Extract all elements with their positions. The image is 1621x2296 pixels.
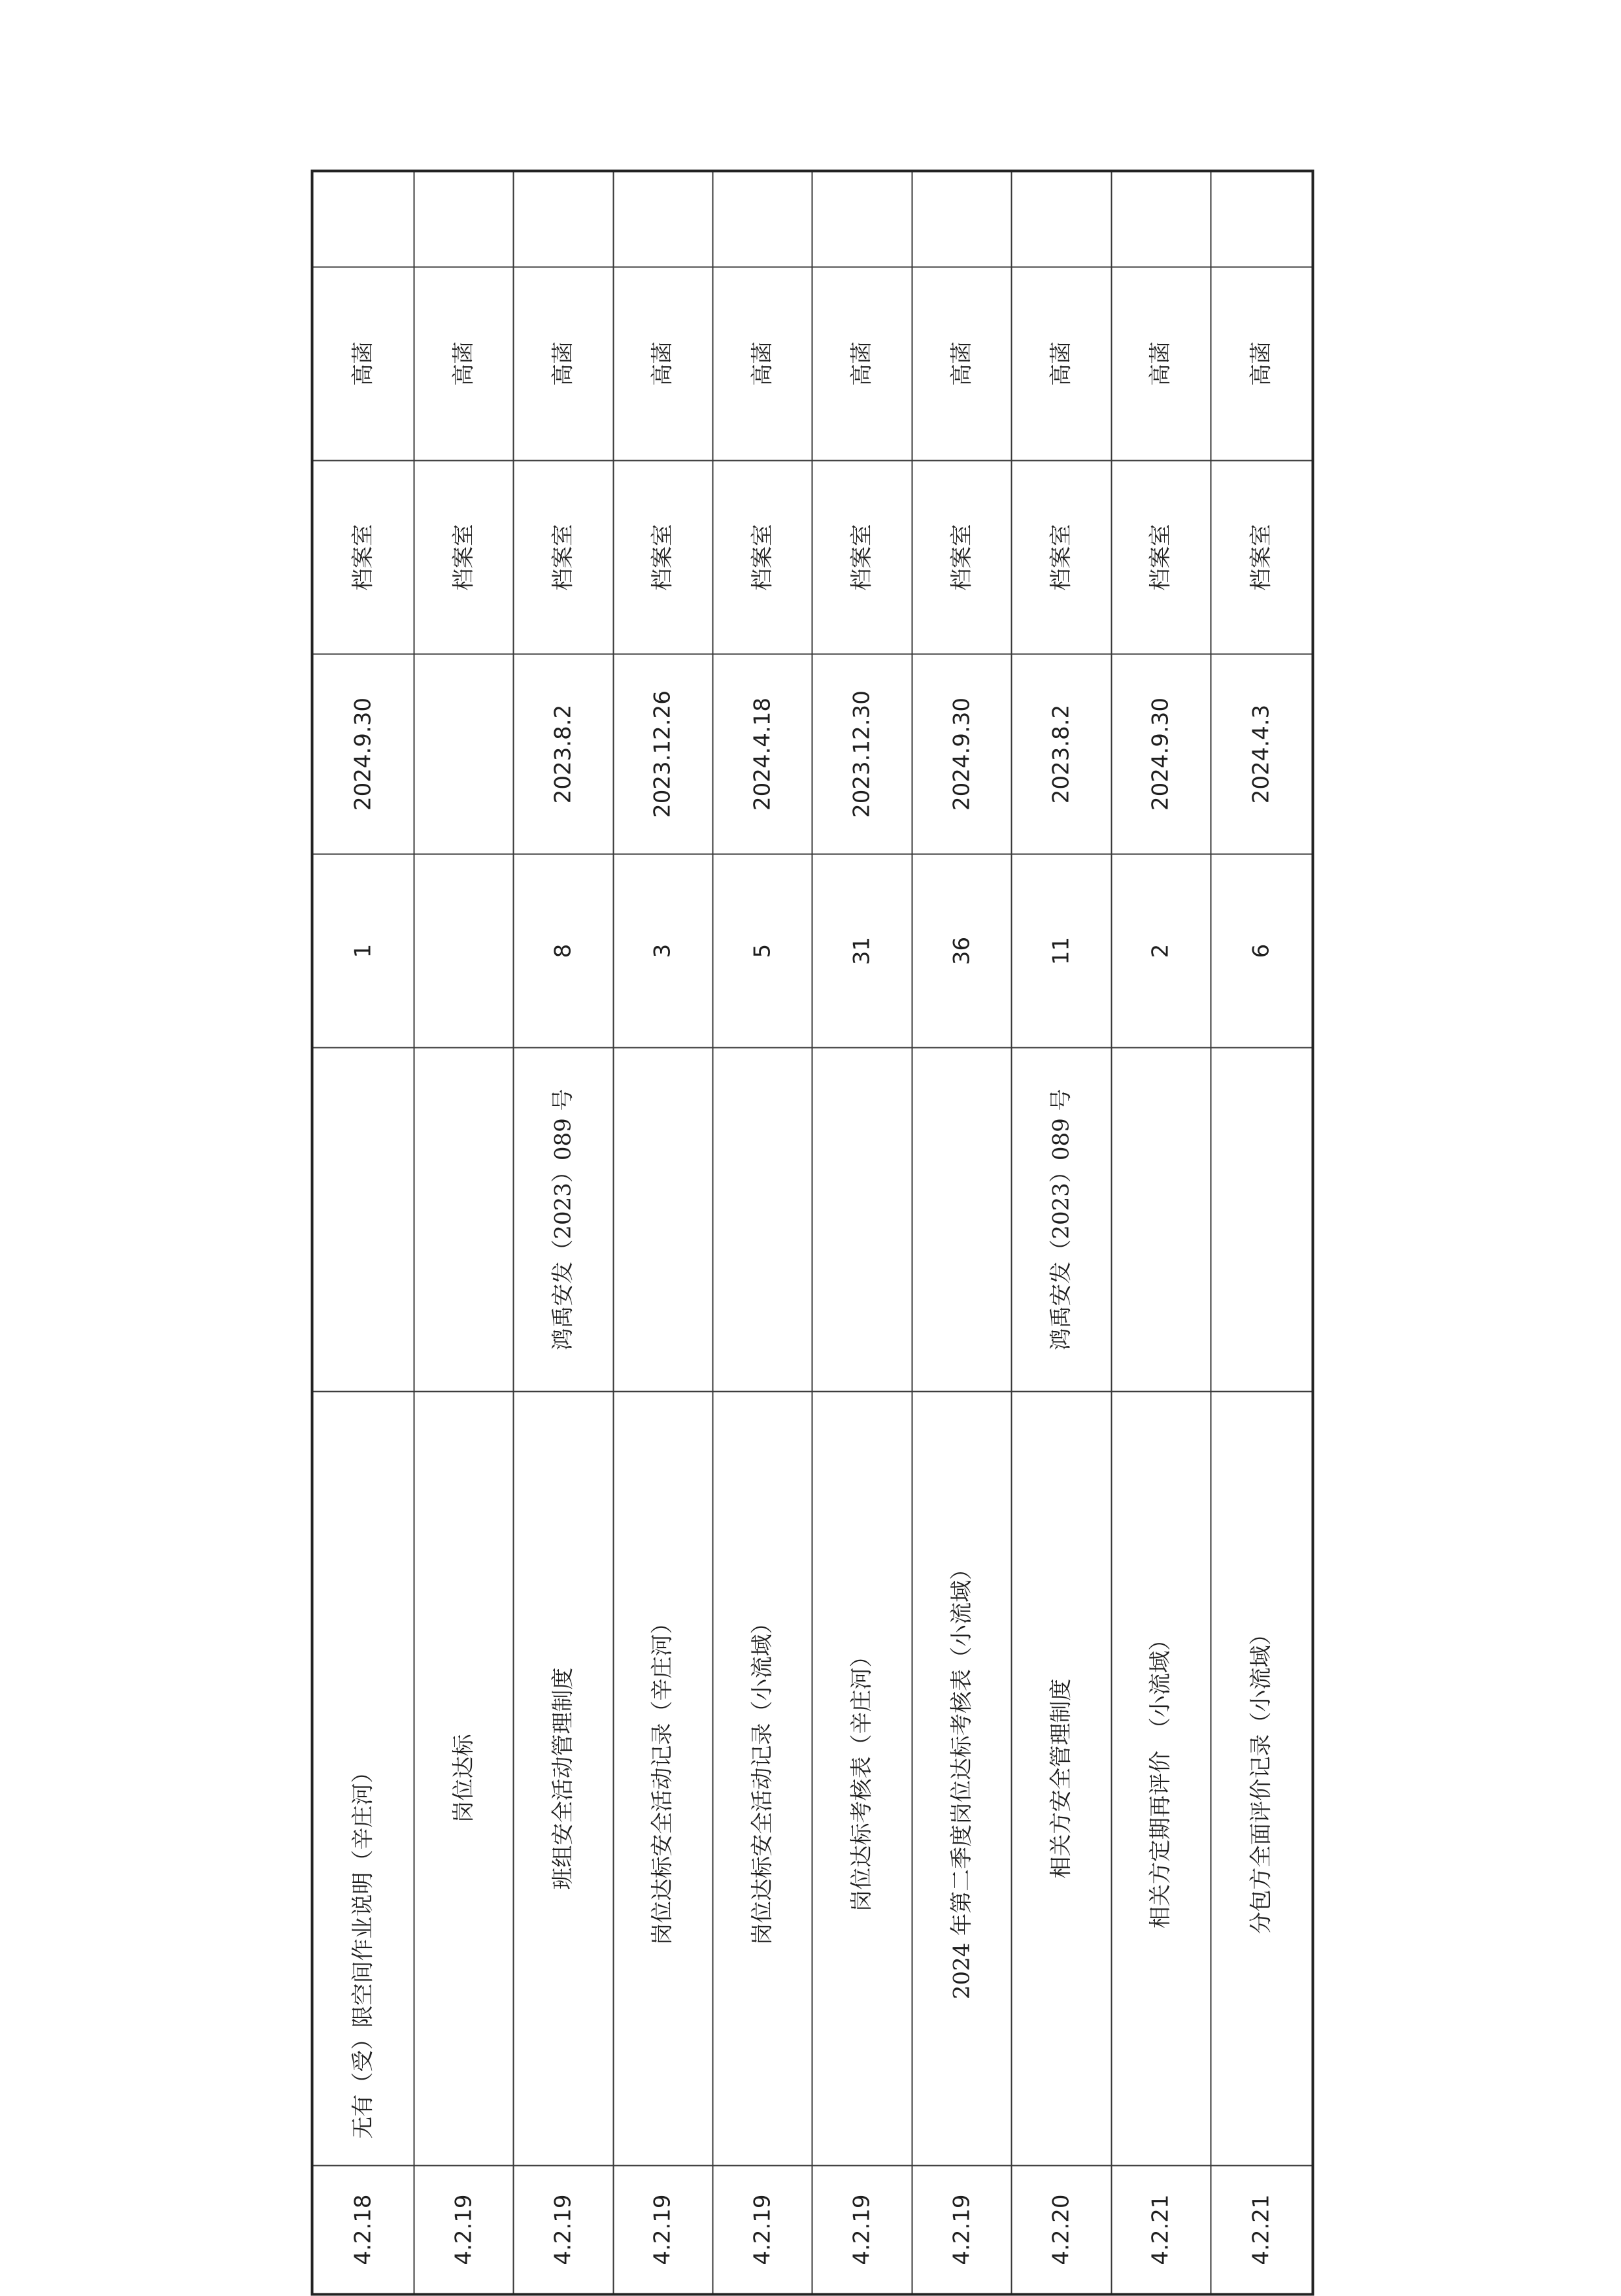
keeper-cell: 高菡	[414, 267, 513, 461]
document-number-cell	[414, 1048, 513, 1392]
table-row	[1211, 171, 1312, 2295]
keeper-cell: 高菡	[812, 267, 912, 461]
storage-location-cell: 档案室	[613, 461, 712, 654]
document-title-cell: 2024 年第二季度岗位达标考核表（小流域）	[912, 1392, 1011, 2166]
keeper-cell: 高菡	[713, 267, 812, 461]
clause-cell: 4.2.19	[912, 2166, 1011, 2295]
clause-cell: 4.2.18	[312, 2166, 414, 2295]
document-title-cell: 相关方定期再评价 （小流域）	[1111, 1392, 1211, 2166]
storage-location-cell: 档案室	[713, 461, 812, 654]
storage-location-cell: 档案室	[1012, 461, 1111, 654]
date-cell: 2024.4.18	[713, 654, 812, 854]
document-title-cell: 岗位达标安全活动记录（辛庄河）	[613, 1392, 712, 2166]
storage-location-cell: 档案室	[1211, 461, 1312, 654]
clause-cell: 4.2.20	[1012, 2166, 1111, 2295]
table-row	[812, 171, 912, 2295]
clause-cell: 4.2.21	[1111, 2166, 1211, 2295]
remark-cell	[713, 171, 812, 267]
remark-cell	[1012, 171, 1111, 267]
document-number-cell	[1111, 1048, 1211, 1392]
storage-location-cell: 档案室	[414, 461, 513, 654]
document-title-cell: 岗位达标	[414, 1392, 513, 2166]
remark-cell	[1211, 171, 1312, 267]
table-row	[414, 171, 513, 2295]
table-row	[613, 171, 712, 2295]
document-title-cell: 班组安全活动管理制度	[514, 1392, 613, 2166]
archive-record-table	[311, 170, 1314, 2296]
keeper-cell: 高菡	[912, 267, 1011, 461]
storage-location-cell: 档案室	[812, 461, 912, 654]
page-count-cell: 8	[514, 854, 613, 1048]
keeper-cell: 高菡	[1211, 267, 1312, 461]
storage-location-cell: 档案室	[514, 461, 613, 654]
rotated-page-content	[311, 328, 1314, 2296]
remark-cell	[414, 171, 513, 267]
clause-cell: 4.2.19	[514, 2166, 613, 2295]
page-count-cell: 5	[713, 854, 812, 1048]
keeper-cell: 高菡	[613, 267, 712, 461]
clause-cell: 4.2.21	[1211, 2166, 1312, 2295]
document-number-cell: 鸿禹安发（2023）089 号	[1012, 1048, 1111, 1392]
date-cell: 2024.4.3	[1211, 654, 1312, 854]
clause-cell: 4.2.19	[713, 2166, 812, 2295]
remark-cell	[1111, 171, 1211, 267]
document-number-cell: 鸿禹安发（2023）089 号	[514, 1048, 613, 1392]
date-cell	[414, 654, 513, 854]
remark-cell	[613, 171, 712, 267]
clause-cell: 4.2.19	[812, 2166, 912, 2295]
document-title-cell: 相关方安全管理制度	[1012, 1392, 1111, 2166]
document-title-cell: 分包方全面评价记录（小流域）	[1211, 1392, 1312, 2166]
document-number-cell	[312, 1048, 414, 1392]
clause-cell: 4.2.19	[414, 2166, 513, 2295]
document-number-cell	[713, 1048, 812, 1392]
table-row	[1111, 171, 1211, 2295]
table-row	[514, 171, 613, 2295]
storage-location-cell: 档案室	[312, 461, 414, 654]
page-count-cell: 11	[1012, 854, 1111, 1048]
page-count-cell: 1	[312, 854, 414, 1048]
storage-location-cell: 档案室	[912, 461, 1011, 654]
remark-cell	[812, 171, 912, 267]
page-count-cell: 31	[812, 854, 912, 1048]
remark-cell	[312, 171, 414, 267]
date-cell: 2024.9.30	[1111, 654, 1211, 854]
keeper-cell: 高菡	[1111, 267, 1211, 461]
page-count-cell: 3	[613, 854, 712, 1048]
table-row	[1012, 171, 1111, 2295]
keeper-cell: 高菡	[514, 267, 613, 461]
date-cell: 2023.8.2	[1012, 654, 1111, 854]
remark-cell	[912, 171, 1011, 267]
document-title-cell: 岗位达标安全活动记录（小流域）	[713, 1392, 812, 2166]
storage-location-cell: 档案室	[1111, 461, 1211, 654]
table-row	[713, 171, 812, 2295]
keeper-cell: 高菡	[1012, 267, 1111, 461]
table-row	[912, 171, 1011, 2295]
date-cell: 2023.12.30	[812, 654, 912, 854]
document-number-cell	[613, 1048, 712, 1392]
page-count-cell: 2	[1111, 854, 1211, 1048]
page-count-cell: 36	[912, 854, 1011, 1048]
date-cell: 2024.9.30	[912, 654, 1011, 854]
document-number-cell	[912, 1048, 1011, 1392]
table-row	[312, 171, 414, 2295]
document-number-cell	[812, 1048, 912, 1392]
remark-cell	[514, 171, 613, 267]
date-cell: 2023.8.2	[514, 654, 613, 854]
document-title-cell: 岗位达标考核表（辛庄河）	[812, 1392, 912, 2166]
document-number-cell	[1211, 1048, 1312, 1392]
date-cell: 2023.12.26	[613, 654, 712, 854]
date-cell: 2024.9.30	[312, 654, 414, 854]
page-count-cell	[414, 854, 513, 1048]
page-count-cell: 6	[1211, 854, 1312, 1048]
document-title-cell: 无有（受）限空间作业说明（辛庄河）	[312, 1392, 414, 2166]
clause-cell: 4.2.19	[613, 2166, 712, 2295]
keeper-cell: 高菡	[312, 267, 414, 461]
